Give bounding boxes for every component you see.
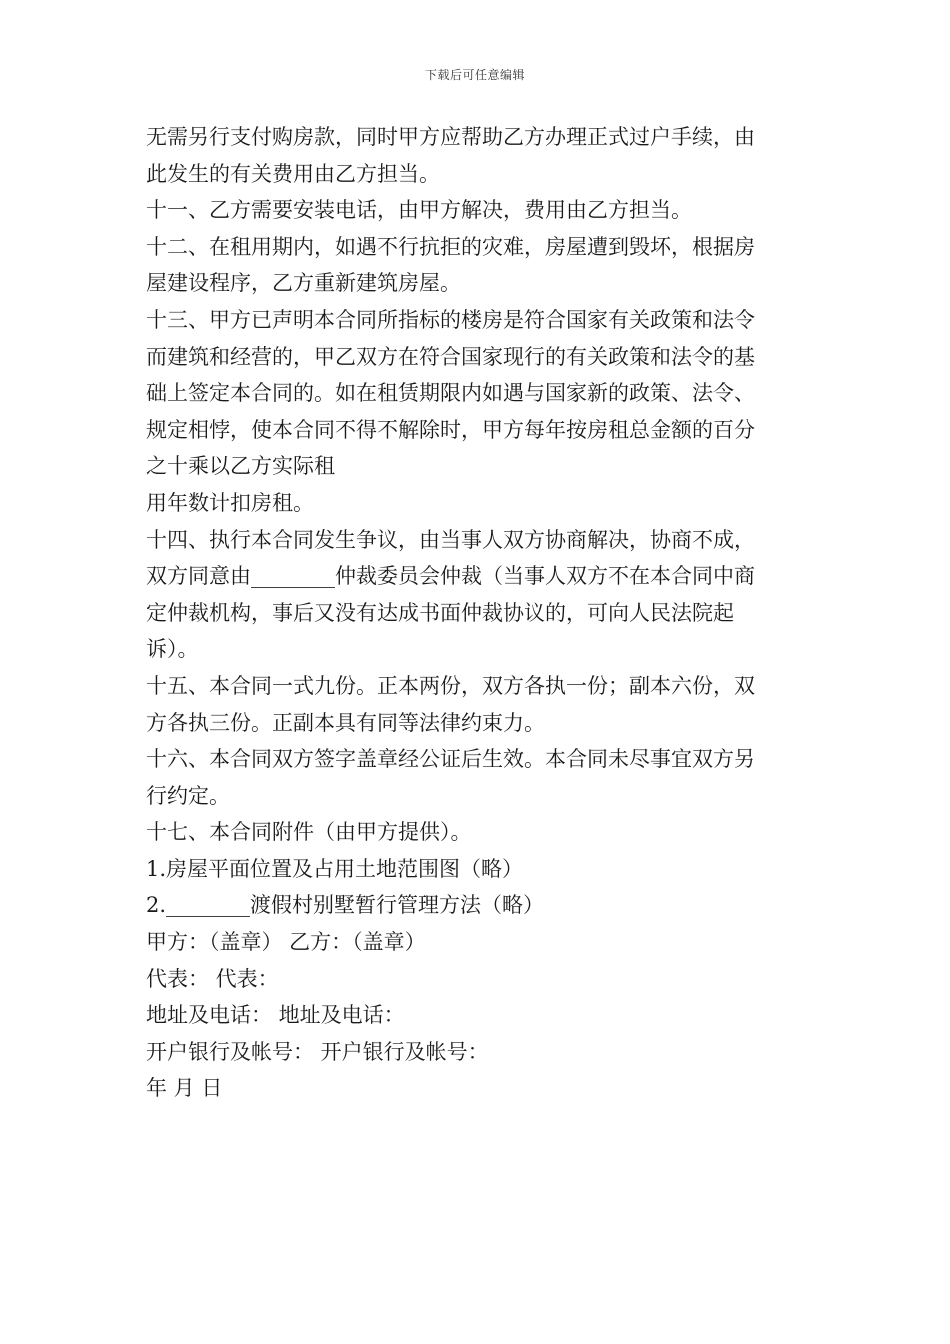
clause-14: 十四、执行本合同发生争议，由当事人双方协商解决，协商不成，	[146, 527, 755, 552]
clause-11: 十一、乙方需要安装电话，由甲方解决，费用由乙方担当。	[146, 198, 692, 223]
text-line: 屋建设程序，乙方重新建筑房屋。	[146, 271, 461, 296]
page-header-note: 下载后可任意编辑	[424, 68, 525, 82]
text-line: 而建筑和经营的，甲乙双方在符合国家现行的有关政策和法令的基	[146, 344, 755, 369]
text-line: 规定相悖，使本合同不得不解除时，甲方每年按房租总金额的百分	[146, 417, 755, 442]
text-line: 行约定。	[146, 783, 230, 808]
clause-16: 十六、本合同双方签字盖章经公证后生效。本合同未尽事宜双方另	[146, 747, 755, 772]
clause-12: 十二、在租用期内，如遇不行抗拒的灾难，房屋遭到毁坏，根据房	[146, 234, 755, 259]
signature-bank-account: 开户银行及帐号： 开户银行及帐号：	[146, 1039, 489, 1064]
text-line: 此发生的有关费用由乙方担当。	[146, 161, 440, 186]
signature-date: 年 月 日	[146, 1076, 223, 1101]
text-line: 础上签定本合同的。如在租赁期限内如遇与国家新的政策、法令、	[146, 381, 755, 406]
text-line: 方各执三份。正副本具有同等法律约束力。	[146, 710, 545, 735]
text-line: 无需另行支付购房款，同时甲方应帮助乙方办理正式过户手续，由	[146, 125, 755, 149]
text-line: 双方同意由________仲裁委员会仲裁（当事人双方不在本合同中商	[146, 564, 755, 589]
signature-representatives: 代表： 代表：	[146, 966, 279, 991]
clause-15: 十五、本合同一式九份。正本两份，双方各执一份；副本六份，双	[146, 673, 755, 698]
contract-body	[146, 119, 814, 1107]
signature-parties: 甲方：（盖章） 乙方：（盖章）	[146, 930, 426, 955]
text-line: 用年数计扣房租。	[146, 490, 314, 515]
clause-13: 十三、甲方已声明本合同所指标的楼房是符合国家有关政策和法令	[146, 307, 755, 332]
text-line: 诉）。	[146, 637, 199, 662]
text-line: 之十乘以乙方实际租	[146, 454, 335, 479]
text-line: 定仲裁机构，事后又没有达成书面仲裁协议的，可向人民法院起	[146, 600, 734, 625]
attachment-1: 1.房屋平面位置及占用土地范围图（略）	[146, 856, 524, 881]
signature-address-phone: 地址及电话： 地址及电话：	[146, 1003, 405, 1028]
clause-17: 十七、本合同附件（由甲方提供）。	[146, 820, 472, 845]
attachment-2: 2.________渡假村别墅暂行管理方法（略）	[146, 893, 545, 918]
